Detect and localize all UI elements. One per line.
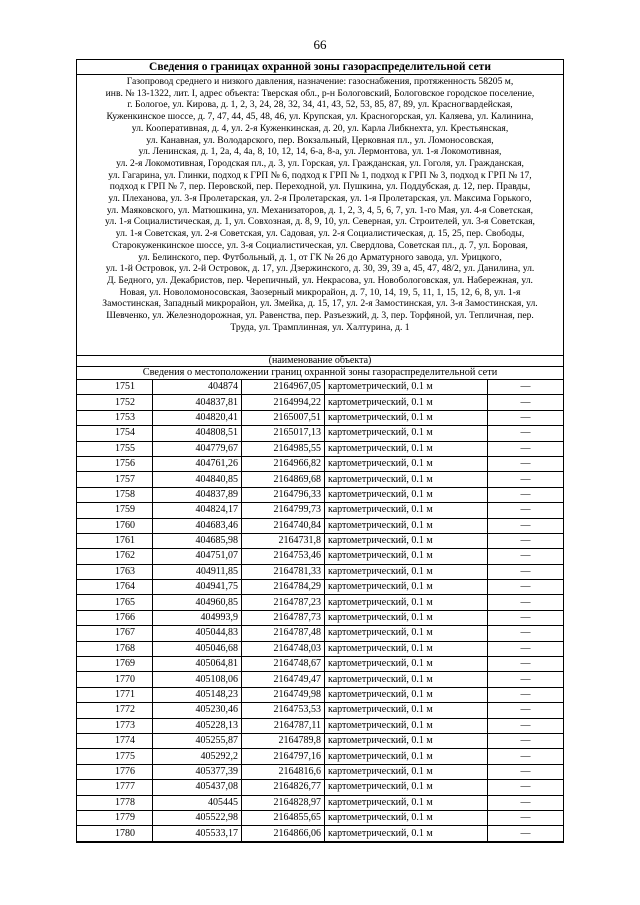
table-row — [77, 549, 563, 564]
y-coordinate-cell: 2164748,03 — [242, 641, 325, 656]
description-line: Шевченко, ул. Железнодорожная, ул. Равенства, пер. Разъезжий, д. 3, пер. Торфяной, ул. Тепличная, пер. — [106, 310, 534, 322]
method-cell: картометрический, 0.1 м — [325, 610, 488, 625]
table-row — [77, 780, 563, 795]
x-coordinate-cell: 404840,85 — [153, 472, 242, 487]
page-number: 66 — [313, 37, 327, 52]
y-coordinate-cell: 2164799,73 — [242, 503, 325, 518]
dash-cell: — — [488, 703, 564, 718]
dash-cell: — — [488, 441, 564, 456]
method-cell: картометрический, 0.1 м — [325, 718, 488, 733]
y-coordinate-cell: 2164796,33 — [242, 487, 325, 502]
table-row — [77, 580, 563, 595]
x-coordinate-cell: 405522,98 — [153, 810, 242, 825]
dash-cell: — — [488, 595, 564, 610]
description-line: ул. Канавная, ул. Володарского, пер. Вокзальный, Церковная пл., ул. Ломоносовская, — [146, 134, 494, 146]
table-row — [77, 518, 563, 533]
point-number-cell: 1768 — [77, 641, 153, 656]
method-cell: картометрический, 0.1 м — [325, 487, 488, 502]
table-row — [77, 610, 563, 625]
dash-cell: — — [488, 657, 564, 672]
method-cell: картометрический, 0.1 м — [325, 795, 488, 810]
table-row — [77, 733, 563, 748]
method-cell: картометрический, 0.1 м — [325, 456, 488, 471]
y-coordinate-cell: 2164797,16 — [242, 749, 325, 764]
description-line: ул. Маяковского, ул. Матюшкина, ул. Механизаторов, д. 1, 2, 3, 4, 5, 6, 7, ул. 1-го Мая, ул. 4-я Советская, — [106, 204, 534, 216]
table-row — [77, 749, 563, 764]
point-number-cell: 1767 — [77, 626, 153, 641]
description-line: инв. № 13-1322, лит. I, адрес объекта: Тверская обл., р-н Бологовский, Бологовское городское поселение, — [105, 87, 535, 99]
point-number-cell: 1761 — [77, 533, 153, 548]
table-row — [77, 826, 563, 841]
object-description — [77, 75, 563, 355]
method-cell: картометрический, 0.1 м — [325, 764, 488, 779]
x-coordinate-cell: 404808,51 — [153, 426, 242, 441]
method-cell: картометрический, 0.1 м — [325, 749, 488, 764]
table-row — [77, 687, 563, 702]
point-number-cell: 1753 — [77, 410, 153, 425]
y-coordinate-cell: 2164816,6 — [242, 764, 325, 779]
y-coordinate-cell: 2164784,29 — [242, 580, 325, 595]
y-coordinate-cell: 2164753,53 — [242, 703, 325, 718]
x-coordinate-cell: 404683,46 — [153, 518, 242, 533]
y-coordinate-cell: 2164866,06 — [242, 826, 325, 841]
x-coordinate-cell: 404960,85 — [153, 595, 242, 610]
description-line: ул. Гагарина, ул. Глинки, подход к ГРП № 6, подход к ГРП № 1, подход к ГРП № 3, подход к ГРП № 17, — [108, 169, 532, 181]
dash-cell: — — [488, 641, 564, 656]
description-line: Новая, ул. Новоломоносовская, Заозерный микрорайон, д. 7, 10, 14, 19, 5, 11, 1, 15, 12, 6, 8, ул. 1-я — [119, 286, 521, 298]
document-title: Сведения о границах охранной зоны газораспределительной сети — [77, 60, 563, 75]
y-coordinate-cell: 2164740,84 — [242, 518, 325, 533]
point-number-cell: 1769 — [77, 657, 153, 672]
y-coordinate-cell: 2164753,46 — [242, 549, 325, 564]
table-row — [77, 533, 563, 548]
point-number-cell: 1780 — [77, 826, 153, 841]
description-line: ул. Кооперативная, д. 4, ул. 2-я Куженкинская, д. 20, ул. Карла Либкнехта, ул. Крестьянская, — [131, 122, 509, 134]
point-number-cell: 1760 — [77, 518, 153, 533]
dash-cell: — — [488, 626, 564, 641]
dash-cell: — — [488, 580, 564, 595]
method-cell: картометрический, 0.1 м — [325, 518, 488, 533]
dash-cell: — — [488, 733, 564, 748]
dash-cell: — — [488, 780, 564, 795]
dash-cell: — — [488, 533, 564, 548]
description-line: Труда, ул. Трамплинная, ул. Халтурина, д. 1 — [230, 321, 410, 333]
method-cell: картометрический, 0.1 м — [325, 580, 488, 595]
method-cell: картометрический, 0.1 м — [325, 657, 488, 672]
description-line: Газопровод среднего и низкого давления, назначение: газоснабжения, протяженность 58205 м, — [126, 76, 514, 87]
method-cell: картометрический, 0.1 м — [325, 826, 488, 841]
description-line: ул. Плеханова, ул. 3-я Пролетарская, ул. 2-я Пролетарская, ул. 1-я Пролетарская, ул. Максима Горького, — [108, 193, 532, 205]
y-coordinate-cell: 2164967,05 — [242, 380, 325, 395]
method-cell: картометрический, 0.1 м — [325, 626, 488, 641]
description-line: ул. 1-я Социалистическая, д. 1, ул. Совхозная, д. 8, 9, 10, ул. Северная, ул. Строителей, ул. 3-я Советская, — [105, 216, 535, 228]
y-coordinate-cell: 2164787,11 — [242, 718, 325, 733]
y-coordinate-cell: 2164994,22 — [242, 395, 325, 410]
x-coordinate-cell: 405377,39 — [153, 764, 242, 779]
x-coordinate-cell: 404820,41 — [153, 410, 242, 425]
method-cell: картометрический, 0.1 м — [325, 733, 488, 748]
table-row — [77, 410, 563, 425]
x-coordinate-cell: 405230,46 — [153, 703, 242, 718]
dash-cell: — — [488, 426, 564, 441]
method-cell: картометрический, 0.1 м — [325, 380, 488, 395]
y-coordinate-cell: 2164966,82 — [242, 456, 325, 471]
table-row — [77, 456, 563, 471]
table-row — [77, 426, 563, 441]
x-coordinate-cell: 404911,85 — [153, 564, 242, 579]
dash-cell: — — [488, 456, 564, 471]
point-number-cell: 1766 — [77, 610, 153, 625]
location-header: Сведения о местоположении границ охранной зоны газораспределительной сети — [77, 366, 563, 379]
x-coordinate-cell: 404837,81 — [153, 395, 242, 410]
point-number-cell: 1757 — [77, 472, 153, 487]
method-cell: картометрический, 0.1 м — [325, 687, 488, 702]
x-coordinate-cell: 404779,67 — [153, 441, 242, 456]
table-row — [77, 503, 563, 518]
method-cell: картометрический, 0.1 м — [325, 426, 488, 441]
table-row — [77, 641, 563, 656]
table-row — [77, 441, 563, 456]
point-number-cell: 1778 — [77, 795, 153, 810]
description-line: Замостинская, Западный микрорайон, ул. Змейка, д. 15, 17, ул. 2-я Замостинская, ул. 3-я Замостинская, ул. — [102, 298, 538, 310]
description-line: Куженкинское шоссе, д. 7, 47, 44, 45, 48, 46, ул. Крупская, ул. Красногорская, ул. Каляева, ул. Калинина, — [106, 111, 534, 123]
y-coordinate-cell: 2164787,23 — [242, 595, 325, 610]
table-row — [77, 718, 563, 733]
method-cell: картометрический, 0.1 м — [325, 533, 488, 548]
description-line: подход к ГРП № 7, пер. Перовской, пер. Переходной, ул. Пушкина, ул. Поддубская, д. 12, пер. Правды, — [109, 181, 531, 193]
dash-cell: — — [488, 764, 564, 779]
table-row — [77, 487, 563, 502]
y-coordinate-cell: 2165017,13 — [242, 426, 325, 441]
table-row — [77, 472, 563, 487]
y-coordinate-cell: 2164855,65 — [242, 810, 325, 825]
point-number-cell: 1777 — [77, 780, 153, 795]
description-line: ул. Ленинская, д. 1, 2а, 4, 4а, 8, 10, 12, 14, 6-а, 8-а, ул. Лермонтова, ул. 1-я Локомотивная, — [138, 146, 502, 158]
method-cell: картометрический, 0.1 м — [325, 810, 488, 825]
y-coordinate-cell: 2164789,8 — [242, 733, 325, 748]
dash-cell: — — [488, 549, 564, 564]
method-cell: картометрический, 0.1 м — [325, 395, 488, 410]
dash-cell: — — [488, 503, 564, 518]
point-number-cell: 1773 — [77, 718, 153, 733]
method-cell: картометрический, 0.1 м — [325, 441, 488, 456]
table-row — [77, 657, 563, 672]
y-coordinate-cell: 2164749,47 — [242, 672, 325, 687]
x-coordinate-cell: 405228,13 — [153, 718, 242, 733]
table-row — [77, 626, 563, 641]
description-line: ул. 1-й Островок, ул. 2-й Островок, д. 17, ул. Дзержинского, д. 30, 39, 39 а, 45, 47, 48/2, ул. Данилина, ул. — [105, 263, 535, 275]
point-number-cell: 1772 — [77, 703, 153, 718]
x-coordinate-cell: 405437,08 — [153, 780, 242, 795]
table-row — [77, 564, 563, 579]
x-coordinate-cell: 404874 — [153, 380, 242, 395]
dash-cell: — — [488, 826, 564, 841]
point-number-cell: 1771 — [77, 687, 153, 702]
dash-cell: — — [488, 610, 564, 625]
table-row — [77, 810, 563, 825]
description-line: ул. Белинского, пер. Футбольный, д. 1, от ГК № 26 до Арматурного завода, ул. Урицкого, — [138, 251, 502, 263]
description-line: ул. 1-я Советская, ул. 2-я Советская, ул. Садовая, ул. 2-я Социалистическая, д. 15, 25, пер. Свободы, — [115, 228, 525, 240]
x-coordinate-cell: 404685,98 — [153, 533, 242, 548]
x-coordinate-cell: 405108,06 — [153, 672, 242, 687]
x-coordinate-cell: 404824,17 — [153, 503, 242, 518]
dash-cell: — — [488, 472, 564, 487]
y-coordinate-cell: 2164869,68 — [242, 472, 325, 487]
description-line: Старокуженкинское шоссе, ул. 3-я Социалистическая, ул. Свердлова, Советская пл., д. 7, ул. Боровая, — [112, 239, 528, 251]
point-number-cell: 1770 — [77, 672, 153, 687]
y-coordinate-cell: 2164787,73 — [242, 610, 325, 625]
method-cell: картометрический, 0.1 м — [325, 780, 488, 795]
point-number-cell: 1755 — [77, 441, 153, 456]
description-line: Д. Бедного, ул. Декабристов, пер. Черепичный, ул. Некрасова, ул. Новобологовская, ул. Набережная, ул. — [107, 274, 533, 286]
point-number-cell: 1751 — [77, 380, 153, 395]
x-coordinate-cell: 405046,68 — [153, 641, 242, 656]
dash-cell: — — [488, 795, 564, 810]
dash-cell: — — [488, 380, 564, 395]
dash-cell: — — [488, 518, 564, 533]
x-coordinate-cell: 405445 — [153, 795, 242, 810]
y-coordinate-cell: 2164787,48 — [242, 626, 325, 641]
point-number-cell: 1759 — [77, 503, 153, 518]
method-cell: картометрический, 0.1 м — [325, 472, 488, 487]
dash-cell: — — [488, 718, 564, 733]
method-cell: картометрический, 0.1 м — [325, 672, 488, 687]
point-number-cell: 1758 — [77, 487, 153, 502]
x-coordinate-cell: 405148,23 — [153, 687, 242, 702]
description-line: г. Бологое, ул. Кирова, д. 1, 2, 3, 24, 28, 32, 34, 41, 43, 52, 53, 85, 87, 89, ул. Красногвардейская, — [127, 99, 513, 111]
method-cell: картометрический, 0.1 м — [325, 703, 488, 718]
point-number-cell: 1756 — [77, 456, 153, 471]
y-coordinate-cell: 2164748,67 — [242, 657, 325, 672]
point-number-cell: 1765 — [77, 595, 153, 610]
table-row — [77, 380, 563, 395]
table-row — [77, 764, 563, 779]
x-coordinate-cell: 404837,89 — [153, 487, 242, 502]
x-coordinate-cell: 405255,87 — [153, 733, 242, 748]
table-row — [77, 703, 563, 718]
point-number-cell: 1764 — [77, 580, 153, 595]
point-number-cell: 1762 — [77, 549, 153, 564]
dash-cell: — — [488, 410, 564, 425]
dash-cell: — — [488, 564, 564, 579]
point-number-cell: 1779 — [77, 810, 153, 825]
dash-cell: — — [488, 672, 564, 687]
method-cell: картометрический, 0.1 м — [325, 564, 488, 579]
method-cell: картометрический, 0.1 м — [325, 410, 488, 425]
table-row — [77, 672, 563, 687]
object-name-caption: (наименование объекта) — [77, 355, 563, 366]
y-coordinate-cell: 2164749,98 — [242, 687, 325, 702]
x-coordinate-cell: 404751,07 — [153, 549, 242, 564]
dash-cell: — — [488, 749, 564, 764]
table-row — [77, 795, 563, 810]
point-number-cell: 1754 — [77, 426, 153, 441]
y-coordinate-cell: 2164781,33 — [242, 564, 325, 579]
point-number-cell: 1763 — [77, 564, 153, 579]
point-number-cell: 1775 — [77, 749, 153, 764]
method-cell: картометрический, 0.1 м — [325, 595, 488, 610]
x-coordinate-cell: 404761,26 — [153, 456, 242, 471]
x-coordinate-cell: 404941,75 — [153, 580, 242, 595]
dash-cell: — — [488, 487, 564, 502]
x-coordinate-cell: 404993,9 — [153, 610, 242, 625]
point-number-cell: 1776 — [77, 764, 153, 779]
method-cell: картометрический, 0.1 м — [325, 503, 488, 518]
point-number-cell: 1774 — [77, 733, 153, 748]
y-coordinate-cell: 2164826,77 — [242, 780, 325, 795]
dash-cell: — — [488, 810, 564, 825]
table-row — [77, 595, 563, 610]
x-coordinate-cell: 405064,81 — [153, 657, 242, 672]
y-coordinate-cell: 2165007,51 — [242, 410, 325, 425]
x-coordinate-cell: 405292,2 — [153, 749, 242, 764]
point-number-cell: 1752 — [77, 395, 153, 410]
y-coordinate-cell: 2164828,97 — [242, 795, 325, 810]
x-coordinate-cell: 405044,83 — [153, 626, 242, 641]
x-coordinate-cell: 405533,17 — [153, 826, 242, 841]
y-coordinate-cell: 2164731,8 — [242, 533, 325, 548]
y-coordinate-cell: 2164985,55 — [242, 441, 325, 456]
description-line: ул. 2-я Локомотивная, Городская пл., д. 3, ул. Горская, ул. Гражданская, ул. Гоголя, ул. Гражданская, — [116, 157, 524, 169]
coordinates-table — [77, 379, 563, 842]
document-box — [76, 59, 564, 843]
dash-cell: — — [488, 687, 564, 702]
method-cell: картометрический, 0.1 м — [325, 641, 488, 656]
method-cell: картометрический, 0.1 м — [325, 549, 488, 564]
dash-cell: — — [488, 395, 564, 410]
table-row — [77, 395, 563, 410]
